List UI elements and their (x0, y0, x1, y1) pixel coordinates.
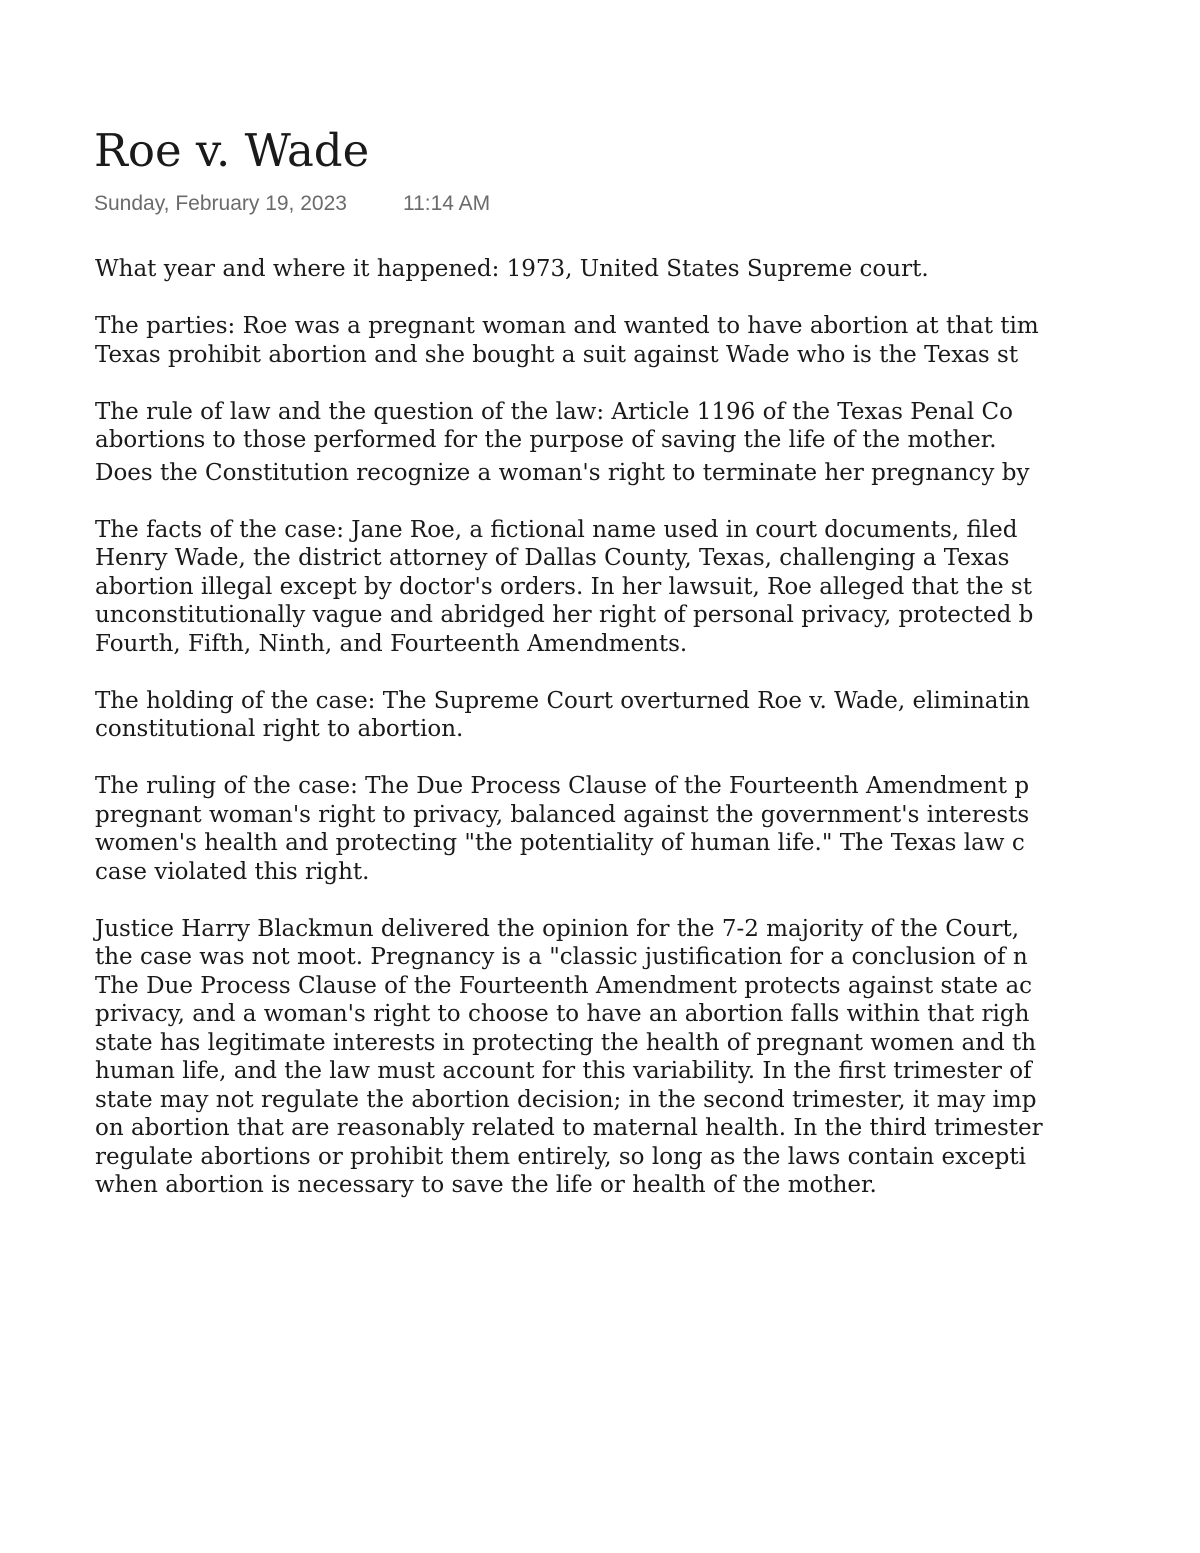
text-line: The parties: Roe was a pregnant woman and wanted to have abortion at that tim (95, 313, 1039, 339)
text-line: state has legitimate interests in protecting the health of pregnant women and th (95, 1029, 1037, 1056)
paragraph-opinion (95, 915, 1200, 1200)
paragraph-year-place (95, 255, 1200, 284)
note-timestamp (94, 190, 490, 218)
note-time: 11:14 AM (402, 192, 491, 215)
text-line: abortion illegal except by doctor's orders. In her lawsuit, Roe alleged that the st (95, 573, 1032, 600)
text-line: the case was not moot. Pregnancy is a "classic justification for a conclusion of n (95, 944, 1028, 970)
text-line: Does the Constitution recognize a woman's right to terminate her pregnancy by (95, 459, 1030, 486)
paragraph-ruling (95, 772, 1200, 886)
text-line: Henry Wade, the district attorney of Dallas County, Texas, challenging a Texas (95, 545, 1010, 571)
paragraph-holding (95, 687, 1200, 744)
text-line: The Due Process Clause of the Fourteenth Amendment protects against state ac (95, 972, 1033, 999)
text-line: women's health and protecting "the potentiality of human life." The Texas law c (95, 830, 1025, 856)
text-line: human life, and the law must account for this variability. In the first trimester of (95, 1058, 1032, 1084)
note-date: Sunday, February 19, 2023 (94, 192, 347, 215)
text-line: The ruling of the case: The Due Process Clause of the Fourteenth Amendment p (95, 773, 1030, 799)
text-line: when abortion is necessary to save the life or health of the mother. (95, 1172, 877, 1198)
text-line: privacy, and a woman's right to choose to have an abortion falls within that righ (95, 1001, 1030, 1027)
paragraph-facts (95, 516, 1200, 659)
note-body[interactable] (95, 255, 1200, 1228)
paragraph-parties (95, 312, 1200, 369)
text-line: on abortion that are reasonably related to maternal health. In the third trimester (95, 1115, 1043, 1141)
text-line: What year and where it happened: 1973, United States Supreme court. (95, 256, 929, 282)
text-line: constitutional right to abortion. (95, 716, 464, 742)
text-line: state may not regulate the abortion decision; in the second trimester, it may imp (95, 1086, 1037, 1113)
text-line: The holding of the case: The Supreme Court overturned Roe v. Wade, eliminatin (95, 687, 1030, 714)
paragraph-rule-of-law (95, 398, 1200, 488)
text-line: Fourth, Fifth, Ninth, and Fourteenth Amendments. (95, 630, 688, 657)
page-title: Roe v. Wade (94, 124, 370, 177)
text-line: abortions to those performed for the purpose of saving the life of the mother. (95, 427, 997, 453)
text-line: The facts of the case: Jane Roe, a fictional name used in court documents, filed (95, 516, 1018, 543)
text-line: The rule of law and the question of the law: Article 1196 of the Texas Penal Co (95, 398, 1013, 425)
text-line: case violated this right. (95, 858, 370, 885)
text-line: pregnant woman's right to privacy, balanced against the government's interests (95, 801, 1030, 828)
text-line: regulate abortions or prohibit them entirely, so long as the laws contain excepti (95, 1143, 1026, 1170)
text-line: unconstitutionally vague and abridged her right of personal privacy, protected b (95, 602, 1034, 628)
text-line: Texas prohibit abortion and she bought a suit against Wade who is the Texas st (95, 341, 1019, 368)
text-line: Justice Harry Blackmun delivered the opinion for the 7-2 majority of the Court, (95, 915, 1020, 942)
